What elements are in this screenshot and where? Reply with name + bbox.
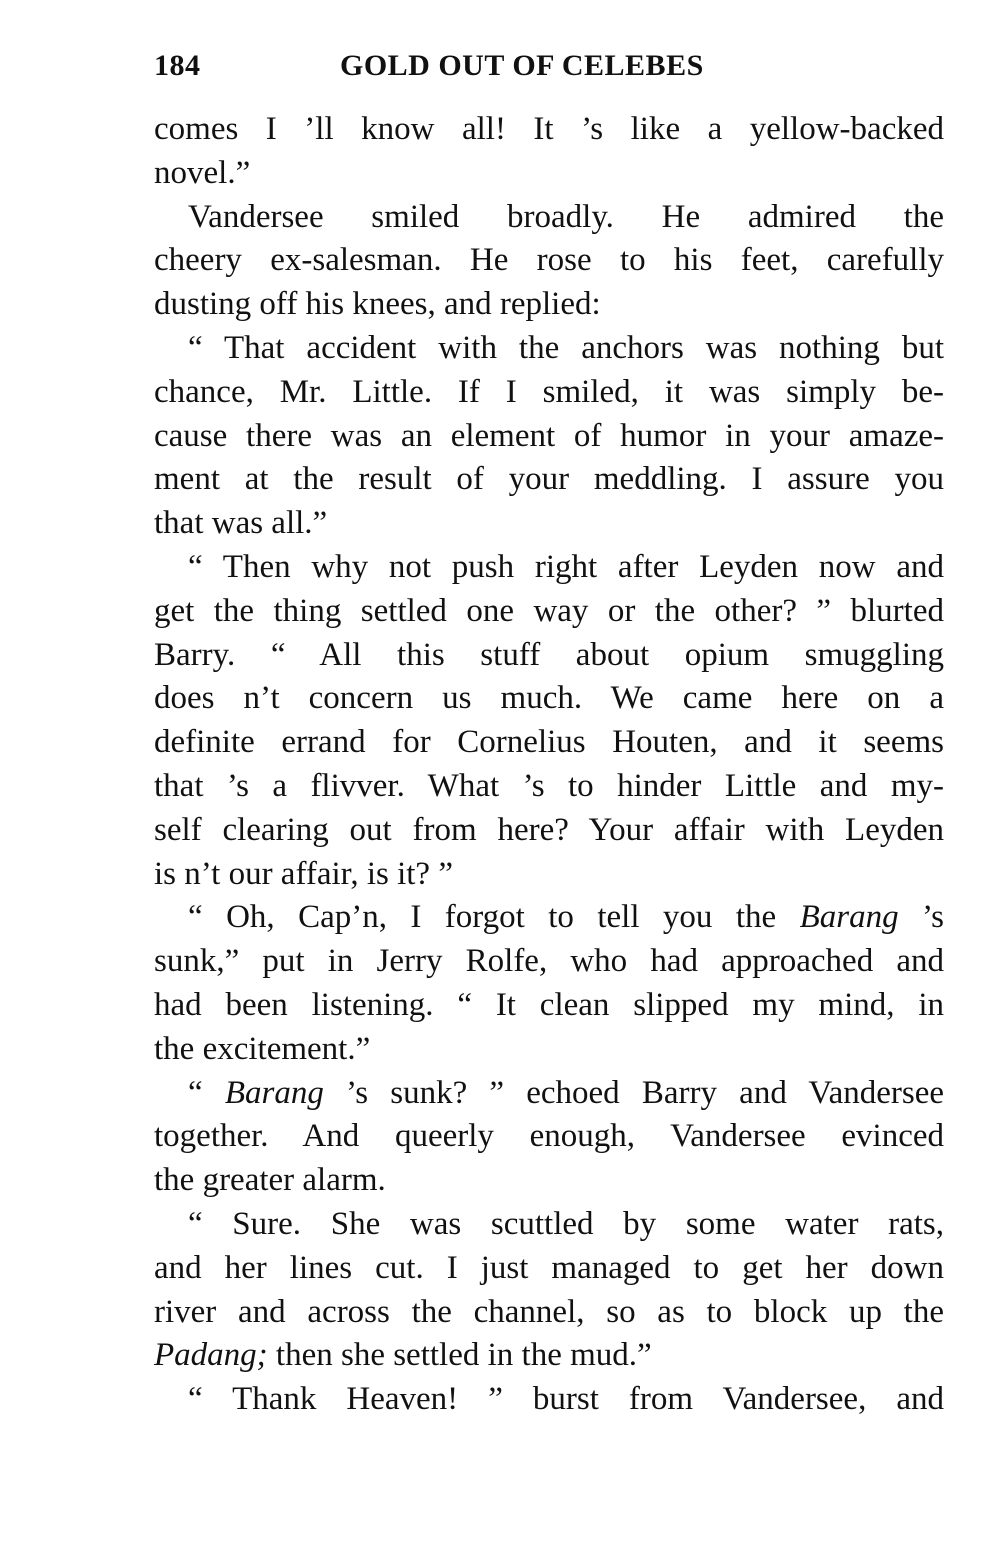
text-line bbox=[154, 940, 944, 984]
text-segment: ’s bbox=[898, 899, 944, 936]
text-line bbox=[154, 196, 944, 240]
text-line bbox=[154, 634, 944, 678]
text-segment: then she settled in the mud.” bbox=[267, 1337, 652, 1374]
text-line bbox=[154, 721, 944, 765]
text-segment: and her lines cut. I just managed to get her down bbox=[154, 1249, 944, 1286]
text-segment: “ Sure. She was scuttled by some water rats, bbox=[188, 1205, 944, 1242]
text-line bbox=[154, 502, 944, 546]
text-line bbox=[154, 896, 944, 940]
text-segment: cheery ex-salesman. He rose to his feet, carefully bbox=[154, 242, 944, 279]
text-line bbox=[154, 984, 944, 1028]
text-line bbox=[154, 327, 944, 371]
text-segment: dusting off his knees, and replied: bbox=[154, 286, 601, 323]
italic-text-segment: Padang; bbox=[154, 1337, 268, 1374]
text-segment: cause there was an element of humor in your amaze- bbox=[154, 417, 944, 454]
text-segment: comes I ’ll know all! It ’s like a yellow-backed bbox=[154, 111, 944, 147]
text-line bbox=[154, 108, 944, 152]
text-line bbox=[154, 1115, 944, 1159]
text-line bbox=[154, 1028, 944, 1072]
text-line bbox=[154, 1072, 944, 1116]
text-line bbox=[154, 853, 944, 897]
text-segment: sunk,” put in Jerry Rolfe, who had approached and bbox=[154, 943, 944, 980]
text-segment: that ’s a flivver. What ’s to hinder Little and my- bbox=[154, 767, 944, 804]
text-line bbox=[154, 239, 944, 283]
text-line bbox=[154, 809, 944, 853]
italic-text-segment: Barang bbox=[799, 899, 899, 936]
page-number: 184 bbox=[154, 49, 201, 82]
text-segment: ment at the result of your meddling. I assure you bbox=[154, 461, 944, 498]
text-segment: “ Then why not push right after Leyden now and bbox=[188, 548, 944, 585]
text-line bbox=[154, 1159, 944, 1203]
text-line bbox=[154, 677, 944, 721]
text-segment: does n’t concern us much. We came here on a bbox=[154, 680, 944, 717]
text-line bbox=[154, 283, 944, 327]
text-segment: “ bbox=[188, 1074, 225, 1111]
text-line bbox=[154, 590, 944, 634]
text-segment: the excitement.” bbox=[154, 1030, 371, 1067]
text-line bbox=[154, 1378, 944, 1422]
text-segment: is n’t our affair, is it? ” bbox=[154, 855, 453, 892]
text-segment: novel.” bbox=[154, 154, 251, 191]
text-segment: definite errand for Cornelius Houten, and it seems bbox=[154, 724, 944, 761]
text-segment: that was all.” bbox=[154, 505, 328, 542]
text-line bbox=[154, 1334, 944, 1378]
text-line bbox=[154, 1203, 944, 1247]
text-line bbox=[154, 415, 944, 459]
text-segment: Vandersee smiled broadly. He admired the bbox=[188, 198, 944, 235]
text-segment: the greater alarm. bbox=[154, 1162, 386, 1199]
text-line bbox=[154, 1291, 944, 1335]
text-segment: had been listening. “ It clean slipped my mind, in bbox=[154, 986, 944, 1023]
book-title: GOLD OUT OF CELEBES bbox=[340, 49, 704, 82]
text-line bbox=[154, 546, 944, 590]
text-segment: “ Thank Heaven! ” burst from Vandersee, and bbox=[188, 1381, 944, 1418]
running-head bbox=[154, 44, 944, 88]
body-text bbox=[154, 108, 944, 1422]
text-line bbox=[154, 152, 944, 196]
text-segment: get the thing settled one way or the other? ” blurted bbox=[154, 592, 944, 629]
text-segment: river and across the channel, so as to block up the bbox=[154, 1293, 944, 1330]
text-segment: ’s sunk? ” echoed Barry and Vandersee bbox=[323, 1074, 944, 1111]
text-segment: chance, Mr. Little. If I smiled, it was simply be- bbox=[154, 373, 944, 410]
text-segment: “ Oh, Cap’n, I forgot to tell you the bbox=[188, 899, 800, 936]
text-line bbox=[154, 458, 944, 502]
text-line bbox=[154, 371, 944, 415]
text-segment: “ That accident with the anchors was nothing but bbox=[188, 329, 944, 366]
text-line bbox=[154, 1247, 944, 1291]
text-segment: together. And queerly enough, Vandersee evinced bbox=[154, 1118, 944, 1155]
italic-text-segment: Barang bbox=[224, 1074, 324, 1111]
text-segment: self clearing out from here? Your affair with Leyden bbox=[154, 811, 944, 848]
text-segment: Barry. “ All this stuff about opium smuggling bbox=[154, 636, 944, 673]
text-line bbox=[154, 765, 944, 809]
